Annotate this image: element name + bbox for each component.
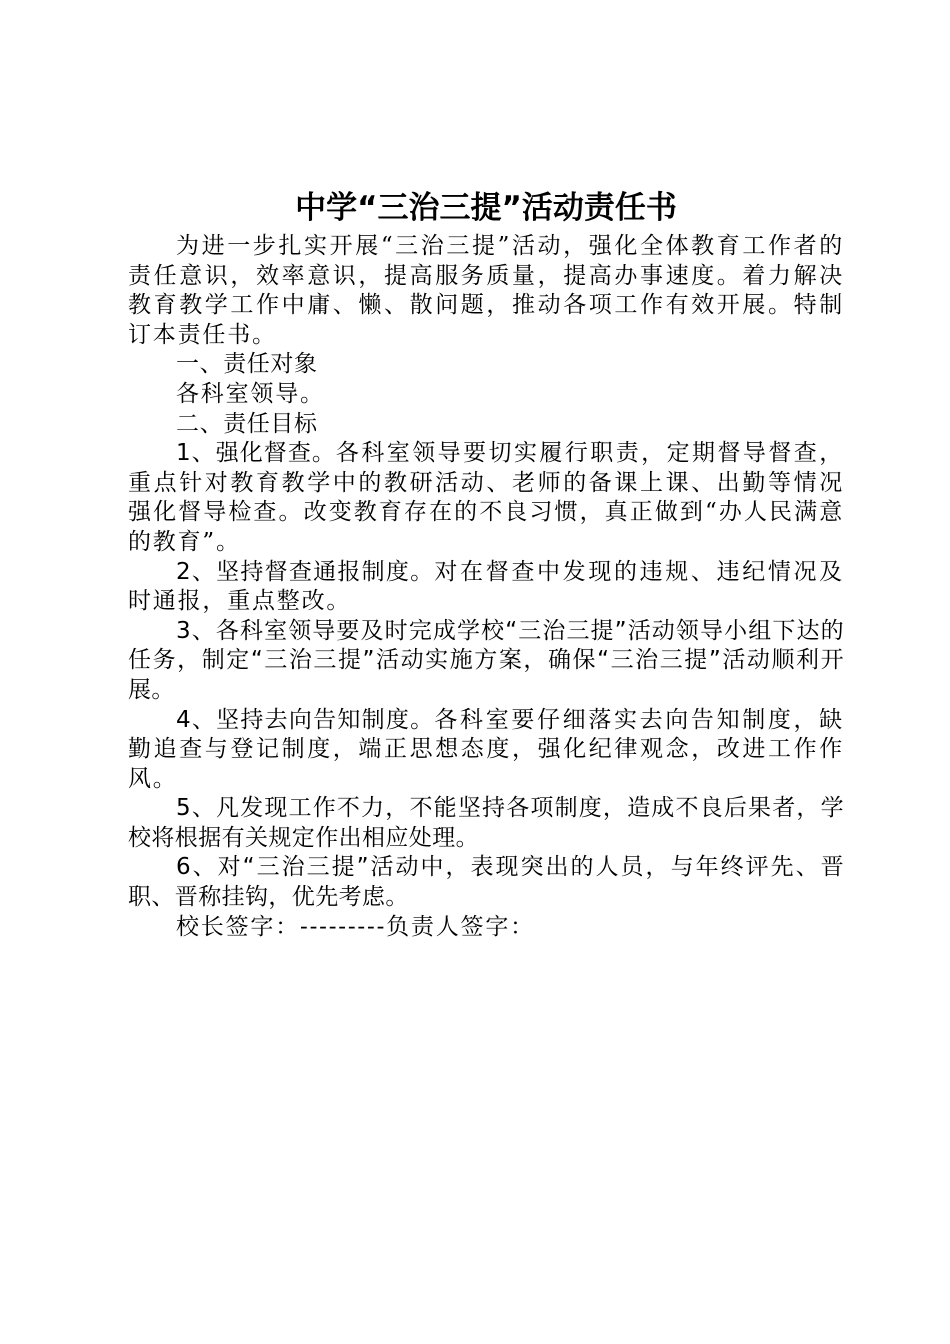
- section-heading-responsibility-goals: 二、责任目标: [176, 410, 318, 437]
- signature-line: 校长签字：---------负责人签字：: [176, 913, 535, 940]
- goal-item-4-lead: 4、坚持去向告知制度。: [176, 706, 435, 733]
- goal-item-2-text: 对在督查中发现的违规、违纪情况及时通报，重点整改。: [128, 558, 844, 615]
- document-title: 中学“三治三提”活动责任书: [295, 190, 677, 226]
- section-heading-responsible-party: 一、责任对象: [176, 351, 318, 378]
- goal-item-2: [128, 558, 844, 617]
- goal-item-4: [128, 706, 844, 795]
- goal-item-2-lead: 2、坚持督查通报制度。: [176, 558, 435, 585]
- goal-item-5: 5、凡发现工作不力，不能坚持各项制度，造成不良后果者，学校将根据有关规定作出相应处理。: [128, 795, 844, 851]
- goal-item-4-text: 各科室要仔细落实去向告知制度，缺勤追查与登记制度，端正思想态度，强化纪律观念，改进工作作风。: [128, 706, 844, 792]
- responsible-party-text: 各科室领导。: [176, 380, 325, 407]
- goal-item-3: 3、各科室领导要及时完成学校“三治三提”活动领导小组下达的任务，制定“三治三提”活动实施方案，确保“三治三提”活动顺利开展。: [128, 617, 844, 703]
- goal-item-1-lead: 1、强化督查。: [176, 440, 336, 467]
- goal-item-1: [128, 439, 844, 557]
- document-page: [128, 184, 844, 942]
- goal-item-1-text: 各科室领导要切实履行职责，定期督导督查，重点针对教育教学中的教研活动、老师的备课上课、出勤等情况强化督导检查。改变教育存在的不良习惯，真正做到“办人民满意的教育”。: [128, 440, 845, 555]
- goal-item-6: 6、对“三治三提”活动中，表现突出的人员，与年终评先、晋职、晋称挂钩，优先考虑。: [128, 854, 844, 911]
- intro-paragraph: 为进一步扎实开展“三治三提”活动，强化全体教育工作者的责任意识，效率意识，提高服务质量，提高办事速度。着力解决教育教学工作中庸、懒、散问题，推动各项工作有效开展。特制订本责任书。: [128, 233, 844, 348]
